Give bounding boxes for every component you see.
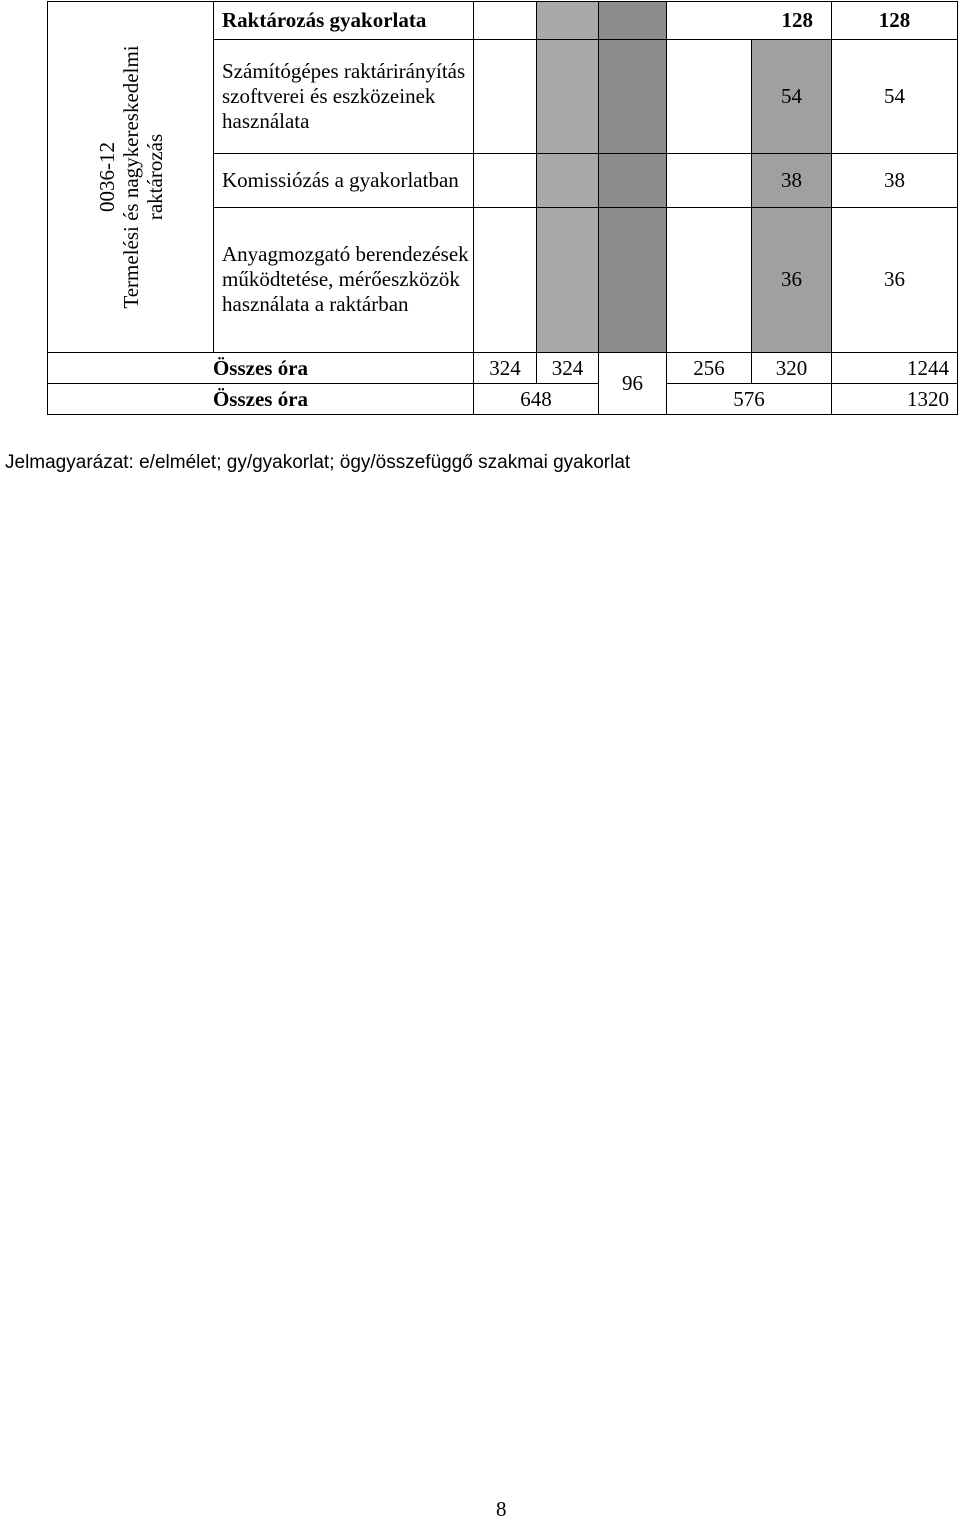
topic-cell: Komissiózás a gyakorlatban (214, 154, 474, 207)
total-ev2: 576 (667, 384, 832, 415)
total-e: 324 (474, 353, 537, 384)
legend-text: Jelmagyarázat: e/elmélet; gy/gyakorlat; ögy/összefüggő szakmai gyakorlat (5, 452, 631, 473)
totals-row (48, 384, 958, 415)
total-sum: 1320 (832, 384, 958, 415)
hours-cell: 54 (752, 40, 832, 154)
totals-row (48, 353, 958, 384)
shaded-cell (599, 2, 667, 40)
shaded-cell (537, 2, 599, 40)
empty-cell (474, 207, 537, 352)
hours-total-cell: 36 (832, 207, 958, 352)
topic-cell: Anyagmozgató berendezések működtetése, mérőeszközök használata a raktárban (214, 207, 474, 352)
total-ogy: 96 (599, 353, 667, 415)
hours-total-cell: 54 (832, 40, 958, 154)
hours-total-cell: 38 (832, 154, 958, 207)
topic-cell: Raktározás gyakorlata (214, 2, 474, 40)
topic-cell: Számítógépes raktárirányítás szoftverei és eszközeinek használata (214, 40, 474, 154)
total-label: Összes óra (48, 353, 474, 384)
hours-cell: 36 (752, 207, 832, 352)
shaded-cell (599, 207, 667, 352)
module-label-cell (48, 2, 214, 353)
shaded-cell (599, 40, 667, 154)
shaded-cell (537, 207, 599, 352)
curriculum-table (47, 1, 958, 415)
total-col5: 320 (752, 353, 832, 384)
shaded-cell (537, 154, 599, 207)
empty-cell (667, 154, 752, 207)
total-col4: 256 (667, 353, 752, 384)
total-sum: 1244 (832, 353, 958, 384)
empty-cell (667, 207, 752, 352)
empty-cell (474, 40, 537, 154)
hours-cell: 38 (752, 154, 832, 207)
empty-cell (474, 154, 537, 207)
total-ev1: 648 (474, 384, 599, 415)
shaded-cell (537, 40, 599, 154)
empty-cell (667, 40, 752, 154)
module-name-line1: Termelési és nagykereskedelmi (118, 45, 143, 309)
module-name-line2: raktározás (143, 133, 168, 221)
page-number: 8 (496, 1497, 507, 1521)
empty-cell (474, 2, 537, 40)
hours-cell: 128 (667, 2, 832, 40)
shaded-cell (599, 154, 667, 207)
total-gy: 324 (537, 353, 599, 384)
table-row (48, 2, 958, 40)
hours-total-cell: 128 (832, 2, 958, 40)
total-label: Összes óra (48, 384, 474, 415)
module-code: 0036-12 (94, 142, 119, 212)
